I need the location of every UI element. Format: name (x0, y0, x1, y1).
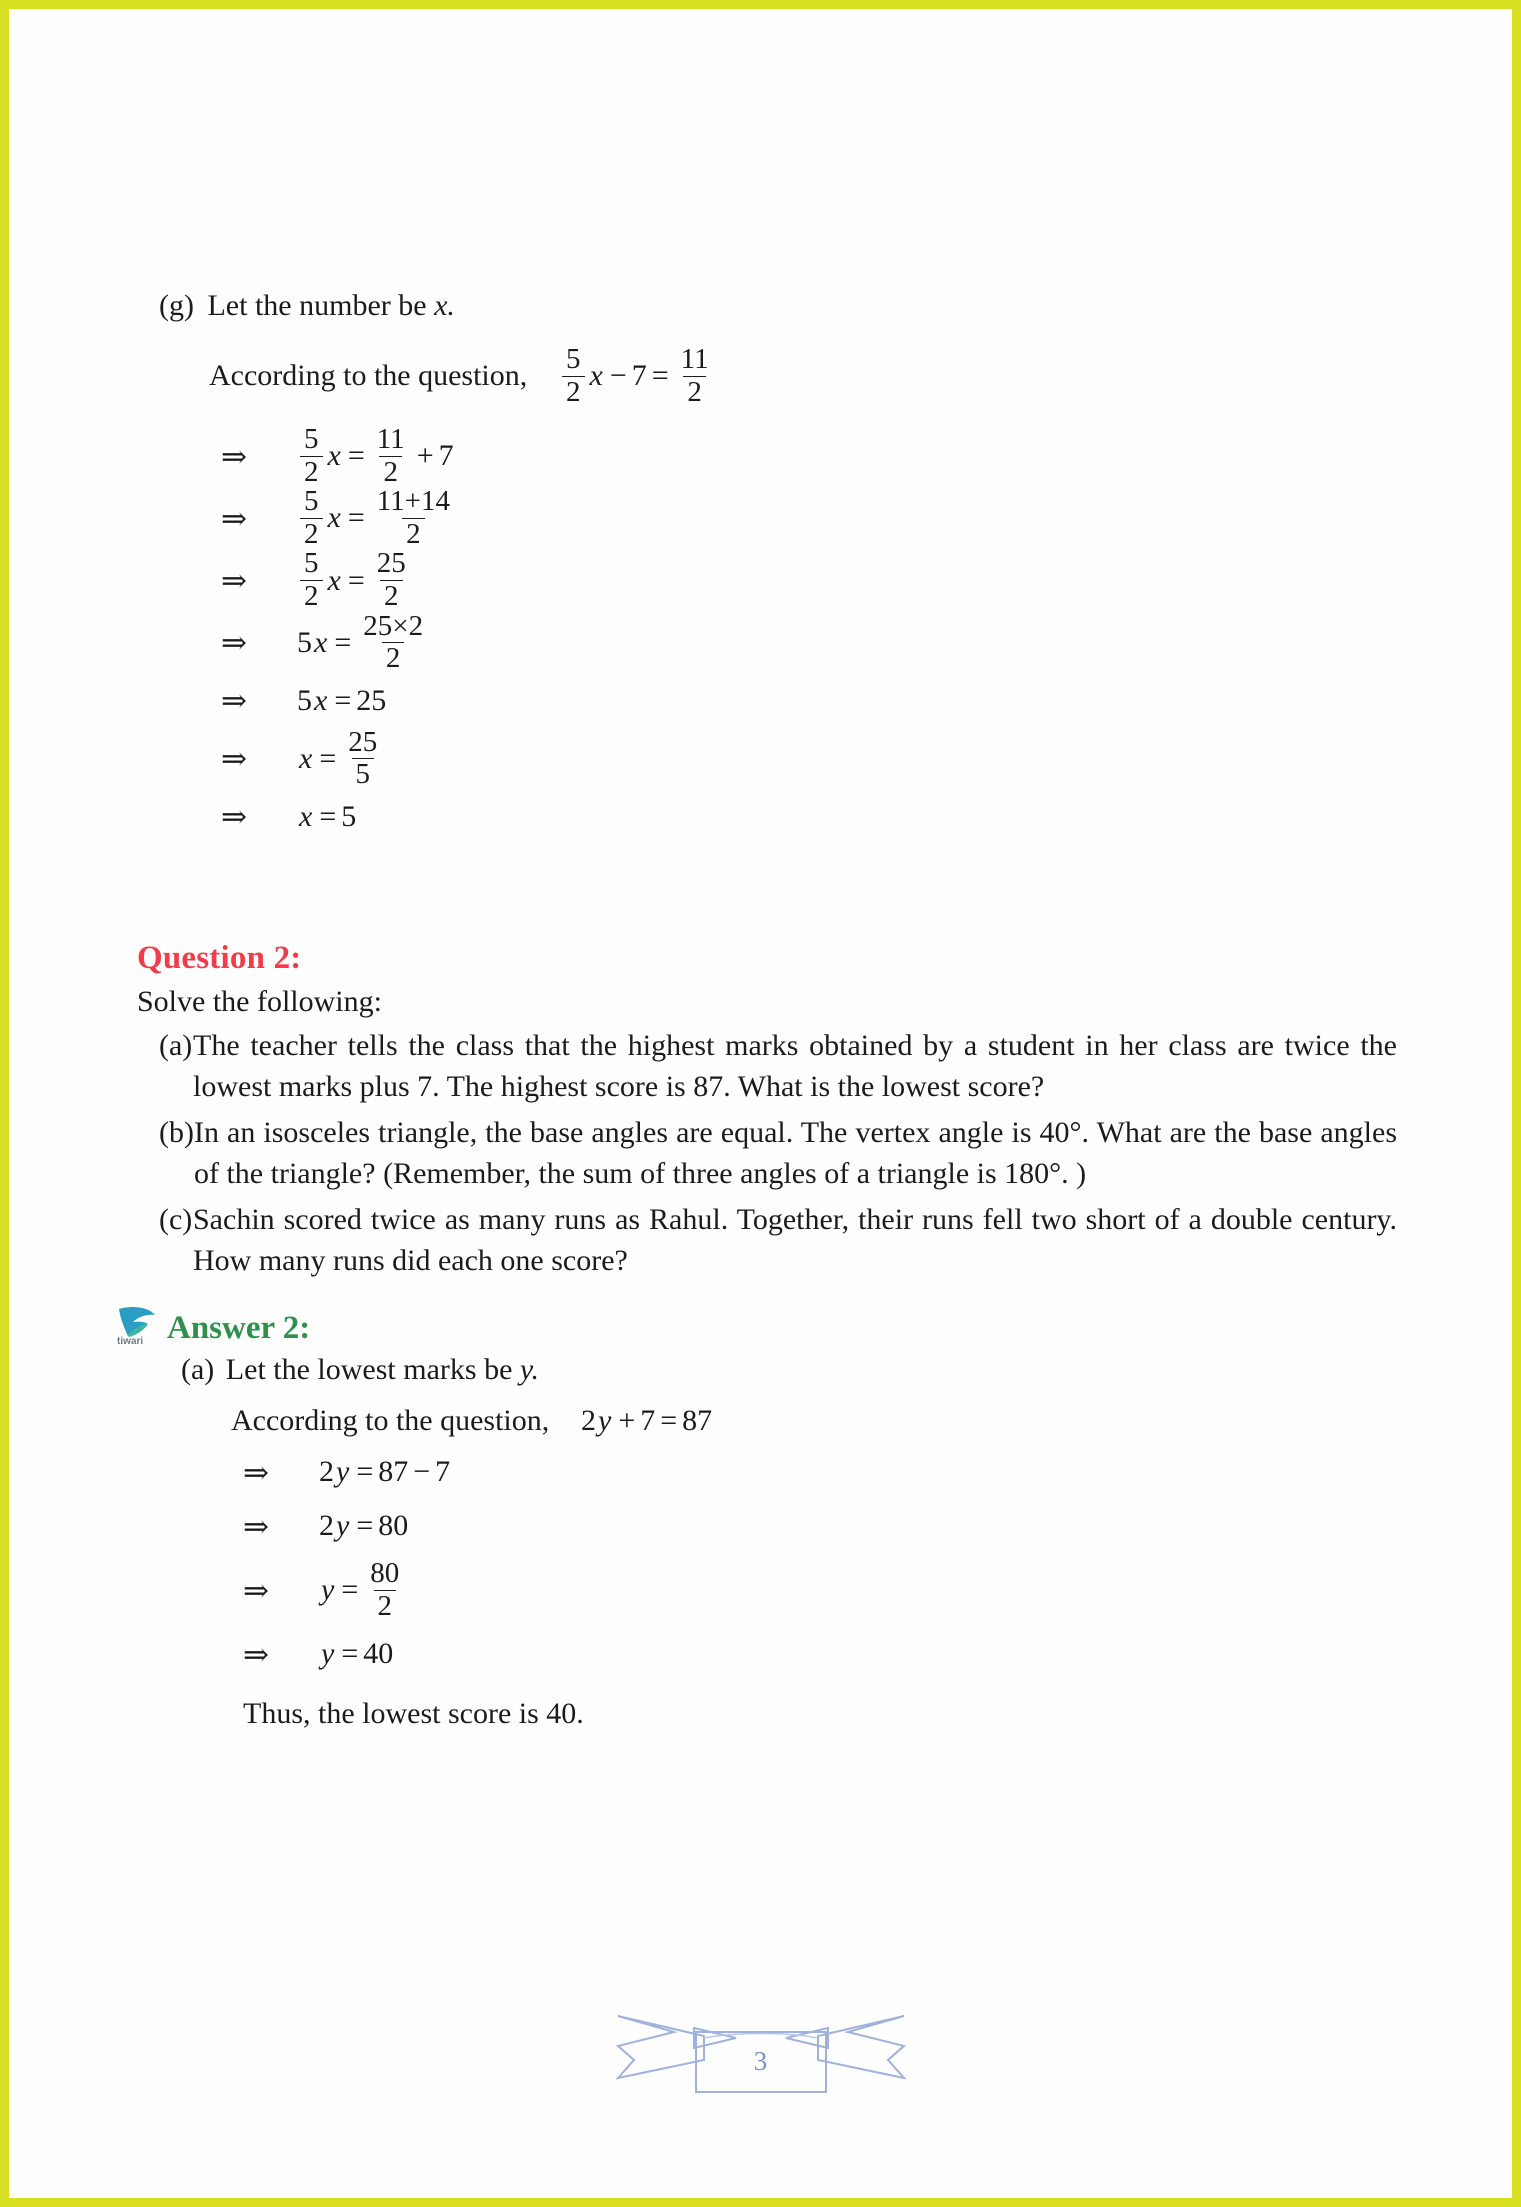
math-step-row (243, 1553, 1397, 1627)
fraction-numerator: 25 (348, 725, 378, 758)
list-item (137, 1112, 1397, 1195)
math-step-row (243, 1499, 1397, 1553)
fraction-numerator: 5 (566, 343, 581, 375)
fraction-denominator: 2 (382, 642, 405, 674)
math-expression (319, 1509, 408, 1543)
fraction-numerator: 5 (304, 423, 319, 456)
svg-text:tiwari: tiwari (117, 1336, 144, 1348)
minus-operator: − (413, 1455, 431, 1489)
equation-result: 25 (356, 683, 387, 717)
fraction-denominator: 2 (374, 1590, 397, 1622)
fraction-numerator: 5 (304, 547, 319, 580)
equals-operator: = (334, 625, 352, 659)
fraction (562, 345, 585, 407)
fraction-denominator: 5 (352, 758, 375, 790)
answer-part-a-variable: y. (519, 1353, 540, 1387)
math-step-row (221, 549, 1397, 611)
answer-part-a-label: (a) (181, 1353, 215, 1387)
implies-arrow-icon: ⇒ (221, 563, 247, 599)
ribbon-banner-icon (616, 1998, 906, 2094)
list-item-text: The teacher tells the class that the highest marks obtained by a student in her class are twice the lowest marks plus 7. The highest score is 87. What is the lowest score? (193, 1028, 1397, 1104)
implies-arrow-icon: ⇒ (221, 500, 247, 536)
question-2-heading: Question 2: (137, 939, 302, 976)
math-step-row (221, 425, 1397, 487)
fraction-numerator: 11+14 (376, 485, 451, 518)
page-content (117, 289, 1397, 1731)
answer-according-row (231, 1397, 1397, 1445)
math-expression (319, 1559, 406, 1621)
answer-according-label: According to the question, (231, 1404, 550, 1438)
implies-arrow-icon: ⇒ (221, 741, 247, 777)
equation-result: 40 (363, 1637, 394, 1671)
fraction-denominator: 2 (300, 580, 323, 612)
list-item (137, 1199, 1397, 1282)
equals-operator: = (651, 359, 669, 393)
equals-operator: = (356, 1455, 374, 1489)
equation-variable: y (336, 1509, 350, 1543)
fraction-denominator: 2 (379, 456, 402, 488)
equation-term: 7 (640, 1404, 656, 1438)
plus-operator: + (618, 1404, 636, 1438)
fraction-numerator: 11 (680, 343, 709, 375)
equation-coefficient: 2 (319, 1455, 334, 1489)
implies-arrow-icon: ⇒ (221, 625, 247, 661)
equals-operator: = (347, 501, 365, 535)
equation-variable: y (336, 1455, 350, 1489)
implies-arrow-icon: ⇒ (243, 1572, 269, 1608)
math-expression (319, 1637, 393, 1671)
list-item-text: Sachin scored twice as many runs as Rahul. Together, their runs fell two short of a double century. How many runs did each one score? (193, 1202, 1397, 1277)
question-2-subheading: Solve the following: (137, 984, 382, 1018)
equation-term: 7 (435, 1455, 451, 1489)
equals-operator: = (341, 1573, 359, 1607)
list-item-marker: (b) (159, 1115, 194, 1149)
answer-part-a-statement (181, 1353, 1397, 1387)
implies-arrow-icon: ⇒ (243, 1508, 269, 1544)
page-sheet (9, 9, 1512, 2198)
fraction (359, 609, 427, 675)
part-g-block (159, 289, 1397, 844)
equation-term: 7 (631, 359, 647, 393)
equals-operator: = (660, 1404, 678, 1438)
math-expression (297, 800, 356, 834)
implies-arrow-icon: ⇒ (221, 683, 247, 719)
equation-variable: x (327, 439, 341, 473)
math-step-row (221, 609, 1397, 675)
part-g-statement (159, 289, 1397, 323)
answer-part-a-block (181, 1353, 1397, 1731)
math-expression (319, 1455, 450, 1489)
page-number: 3 (753, 2046, 768, 2076)
equals-operator: = (347, 563, 365, 597)
equation-variable: y (321, 1637, 335, 1671)
fraction (373, 425, 409, 487)
equals-operator: = (319, 799, 337, 833)
equals-operator: = (347, 439, 365, 473)
implies-arrow-icon: ⇒ (243, 1636, 269, 1672)
equation-variable: x (314, 683, 328, 717)
tiwari-leaf-logo-icon (115, 1303, 161, 1347)
math-step-row (221, 487, 1397, 549)
list-item (137, 1025, 1397, 1108)
equation-variable: x (327, 501, 341, 535)
equation-coefficient: 2 (319, 1509, 334, 1543)
equation-variable: x (299, 741, 313, 775)
fraction (300, 487, 323, 549)
equals-operator: = (334, 683, 352, 717)
equals-operator: = (341, 1637, 359, 1671)
math-step-row (221, 725, 1397, 791)
math-expression (297, 487, 457, 549)
part-g-main-equation (559, 345, 716, 407)
math-expression (297, 609, 430, 675)
list-item-marker: (c) (159, 1202, 193, 1236)
math-expression (297, 725, 384, 791)
fraction-numerator: 25 (376, 547, 406, 580)
math-expression (297, 684, 386, 718)
equals-operator: = (319, 741, 337, 775)
equation-result: 5 (341, 799, 357, 833)
part-g-label: (g) (159, 289, 194, 322)
fraction-denominator: 2 (380, 580, 403, 612)
answer-conclusion: Thus, the lowest score is 40. (243, 1697, 584, 1731)
equation-coefficient: 5 (297, 683, 312, 717)
answer-part-a-text: Let the lowest marks be (225, 1353, 513, 1387)
answer-2-title: Answer 2: (167, 1310, 311, 1347)
implies-arrow-icon: ⇒ (243, 1454, 269, 1490)
math-expression (297, 425, 454, 487)
math-step-row (221, 790, 1397, 844)
fraction (366, 1559, 403, 1621)
equation-variable: y (321, 1573, 335, 1607)
fraction-numerator: 11 (376, 423, 405, 456)
equation-result: 80 (378, 1509, 409, 1543)
equation-variable: x (327, 563, 341, 597)
part-g-variable: x. (434, 289, 455, 322)
part-g-according-row (209, 345, 1397, 407)
equation-coefficient: 5 (297, 625, 312, 659)
fraction-denominator: 2 (300, 518, 323, 550)
equation-result: 87 (682, 1404, 713, 1438)
equation-variable: x (314, 625, 328, 659)
fraction (677, 345, 713, 407)
math-step-row (243, 1445, 1397, 1499)
math-step-row (221, 674, 1397, 728)
part-g-text: Let the number be (207, 289, 427, 322)
implies-arrow-icon: ⇒ (221, 438, 247, 474)
fraction-denominator: 2 (300, 456, 323, 488)
plus-operator: + (416, 439, 434, 473)
math-step-row (243, 1627, 1397, 1681)
minus-operator: − (609, 359, 627, 393)
equation-variable: x (299, 799, 313, 833)
list-item-marker: (a) (159, 1028, 193, 1062)
fraction-numerator: 80 (370, 1557, 400, 1590)
fraction-numerator: 5 (304, 485, 319, 518)
fraction (373, 549, 410, 611)
fraction (300, 549, 323, 611)
fraction-numerator: 25×2 (363, 609, 424, 642)
equation-coefficient: 2 (581, 1404, 596, 1438)
implies-arrow-icon: ⇒ (221, 799, 247, 835)
fraction-denominator: 2 (562, 376, 585, 408)
list-item-text: In an isosceles triangle, the base angles are equal. The vertex angle is 40°. What are the base angles of the triangle? (Remember, the sum of three angles of a triangle is 180°. ) (193, 1115, 1397, 1191)
equation-variable: x (589, 359, 603, 393)
fraction (300, 425, 323, 487)
page-footer (9, 1998, 1512, 2094)
answer-main-equation (581, 1404, 712, 1438)
part-g-according-label: According to the question, (209, 359, 528, 393)
fraction (373, 487, 454, 549)
fraction-denominator: 2 (683, 376, 706, 408)
question-2-list (137, 1025, 1397, 1281)
math-expression (297, 549, 413, 611)
equation-term: 7 (438, 439, 454, 473)
equation-variable: y (598, 1404, 612, 1438)
answer-2-heading-row (115, 1303, 1397, 1347)
fraction (344, 725, 381, 791)
equation-result: 87 (378, 1455, 409, 1489)
fraction-denominator: 2 (402, 518, 425, 550)
equals-operator: = (356, 1509, 374, 1543)
